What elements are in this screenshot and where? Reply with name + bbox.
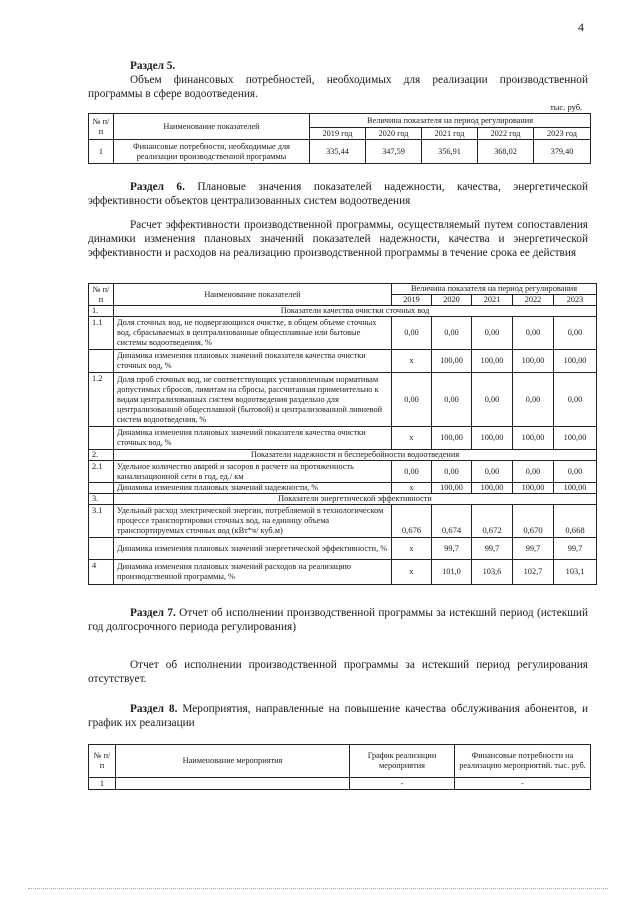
section7-title: Раздел 7. (130, 607, 176, 619)
t5-year: 2019 год (310, 128, 366, 140)
t6-value: x (392, 538, 432, 560)
t8-row-finance: - (455, 778, 591, 790)
t6-value: 0,00 (554, 373, 597, 427)
t6-value: 100,00 (554, 427, 597, 450)
t6-row-name: Динамика изменения плановых значений надежности, % (114, 483, 392, 494)
t6-value: 100,00 (432, 483, 472, 494)
t6-row-name: Доля сточных вод, не подвергающихся очистке, в общем объеме сточных вод, сбрасываемых в централизованные общесплавные или бытовые системы водоотведения, % (114, 317, 392, 350)
section8-text: Мероприятия, направленные на повышение качества обслуживания абонентов, и график их реализации (88, 703, 589, 729)
t6-row-name: Динамика изменения плановых значений показателя качества очистки сточных вод, % (114, 427, 392, 450)
t6-value: 99,7 (513, 538, 554, 560)
t8-head-name: Наименование мероприятия (116, 745, 350, 778)
section5-title: Раздел 5. (130, 60, 176, 72)
section6-table (88, 283, 597, 585)
t6-value: x (392, 350, 432, 373)
t8-row-num: 1 (89, 778, 116, 790)
t6-value: 0,00 (432, 317, 472, 350)
t6-value: 99,7 (554, 538, 597, 560)
t6-value: 0,672 (472, 505, 513, 538)
t5-value: 335,44 (310, 140, 366, 164)
section6-text: Плановые значения показателей надежности, качества, энергетической эффективности объектов централизованных систем водоотведения (88, 181, 589, 207)
t6-head-num: № п/п (89, 284, 114, 306)
t6-value: 0,00 (392, 317, 432, 350)
t6-row-num: 3.1 (89, 505, 114, 538)
section5-text: Объем финансовых потребностей, необходимых для реализации производственной программы в сфере водоотведения. (88, 74, 588, 100)
page-number: 4 (578, 20, 584, 34)
section6-block (88, 180, 588, 208)
section5-block (88, 59, 588, 101)
section7-paragraph: Отчет об исполнении производственной программы за истекший период регулирования отсутствует. (88, 659, 588, 685)
t6-value: 0,00 (432, 461, 472, 483)
t6-row-name: Динамика изменения плановых значений энергетической эффективности, % (114, 538, 392, 560)
t8-row-schedule: - (350, 778, 455, 790)
t6-value: x (392, 560, 432, 585)
section5-units: тыс. руб. (550, 102, 583, 112)
t6-value: 100,00 (554, 350, 597, 373)
t6-value: 100,00 (554, 483, 597, 494)
t6-row-name: Динамика изменения плановых значений расходов на реализацию производственной программы, % (114, 560, 392, 585)
t6-value: 100,00 (472, 350, 513, 373)
t6-value: 0,676 (392, 505, 432, 538)
t6-value: 0,00 (554, 461, 597, 483)
t6-row-num: 1.2 (89, 373, 114, 427)
t6-group-num: 2. (89, 450, 114, 461)
t6-value: 99,7 (472, 538, 513, 560)
section7-text: Отчет об исполнении производственной программы за истекший период (истекший год долгосрочного периода регулирования) (88, 607, 589, 633)
t6-group-title: Показатели надежности и бесперебойности водоотведения (114, 450, 597, 461)
t6-group-num: 1. (89, 306, 114, 317)
bottom-rule (28, 888, 608, 889)
section7-paragraph-block (88, 658, 588, 686)
t8-head-num: № п/п (89, 745, 116, 778)
t6-value: 103,1 (554, 560, 597, 585)
section7-block (88, 606, 588, 634)
t5-row-name: Финансовые потребности, необходимые для реализации производственной программы (114, 140, 310, 164)
t6-value: 102,7 (513, 560, 554, 585)
section8-table (88, 744, 591, 790)
t5-year: 2023 год (534, 128, 591, 140)
t6-value: x (392, 483, 432, 494)
t6-year: 2019 (392, 295, 432, 306)
section6-paragraph: Расчет эффективности производственной программы, осуществляемый путем сопоставления динамики изменения плановых значений показателей надежности, качества и энергетической эффективности и расходов на реализацию производственной программы в течение срока ее действия (88, 219, 588, 259)
t5-row-num: 1 (89, 140, 114, 164)
t6-value: 0,00 (392, 461, 432, 483)
t6-value: 100,00 (432, 350, 472, 373)
t6-value: 0,00 (472, 317, 513, 350)
t6-row-name: Удельный расход электрической энергии, потребляемой в технологическом процессе транспортировки сточных вод, на единицу объема транспортируемых сточных вод (кВт*ч/ куб.м) (114, 505, 392, 538)
t8-head-schedule: График реализации мероприятия (350, 745, 455, 778)
t6-group-title: Показатели энергетической эффективности (114, 494, 597, 505)
t6-row-name: Удельное количество аварий и засоров в расчете на протяженность канализационной сети в год, ед./ км (114, 461, 392, 483)
t6-group-title: Показатели качества очистки сточных вод (114, 306, 597, 317)
t6-head-value: Величина показателя на период регулирования (392, 284, 597, 295)
t6-value: 0,668 (554, 505, 597, 538)
t6-value: x (392, 427, 432, 450)
t6-group-num: 3. (89, 494, 114, 505)
t6-value: 0,00 (432, 373, 472, 427)
t6-head-name: Наименование показателей (114, 284, 392, 306)
t6-value: 0,00 (554, 317, 597, 350)
t6-value: 100,00 (472, 483, 513, 494)
section5-table (88, 113, 591, 164)
section6-paragraph-block (88, 218, 588, 260)
t6-value: 0,00 (472, 461, 513, 483)
t6-value: 103,6 (472, 560, 513, 585)
t5-value: 379,40 (534, 140, 591, 164)
t8-row-name (116, 778, 350, 790)
t5-head-num: № п/п (89, 114, 114, 140)
t6-value: 0,00 (513, 461, 554, 483)
t6-value: 0,00 (513, 317, 554, 350)
t6-value: 100,00 (513, 483, 554, 494)
section6-title: Раздел 6. (130, 181, 185, 193)
t5-value: 368,02 (478, 140, 534, 164)
t8-head-finance: Финансовые потребности на реализацию мероприятий. тыс. руб. (455, 745, 591, 778)
t6-value: 0,00 (472, 373, 513, 427)
t5-head-value: Величина показателя на период регулирования (310, 114, 591, 128)
t6-row-num: 2.1 (89, 461, 114, 483)
t5-value: 356,91 (422, 140, 478, 164)
t6-year: 2021 (472, 295, 513, 306)
t6-value: 0,670 (513, 505, 554, 538)
t6-value: 100,00 (432, 427, 472, 450)
t5-year: 2022 год (478, 128, 534, 140)
t6-row-num: 4 (89, 560, 114, 585)
t6-row-name: Динамика изменения плановых значений показателя качества очистки сточных вод, % (114, 350, 392, 373)
t6-row-num: 1.1 (89, 317, 114, 350)
t6-year: 2022 (513, 295, 554, 306)
t6-year: 2020 (432, 295, 472, 306)
t5-year: 2020 год (366, 128, 422, 140)
t6-value: 0,00 (513, 373, 554, 427)
section8-title: Раздел 8. (130, 703, 178, 715)
t5-value: 347,59 (366, 140, 422, 164)
section8-block (88, 702, 588, 730)
t6-value: 0,00 (392, 373, 432, 427)
t6-value: 0,674 (432, 505, 472, 538)
t6-value: 99,7 (432, 538, 472, 560)
t6-value: 100,00 (513, 350, 554, 373)
t5-head-name: Наименование показателей (114, 114, 310, 140)
t5-year: 2021 год (422, 128, 478, 140)
t6-year: 2023 (554, 295, 597, 306)
t6-value: 100,00 (513, 427, 554, 450)
t6-value: 101,0 (432, 560, 472, 585)
t6-row-name: Доля проб сточных вод, не соответствующих установленным нормативам допустимых сбросов, лимитам на сбросы, рассчитанная применительно к видам централизованных систем водоотведения раздельно для централизованной общесплавной (бытовой) и централизованной ливневой систем водоотведения, % (114, 373, 392, 427)
t6-value: 100,00 (472, 427, 513, 450)
